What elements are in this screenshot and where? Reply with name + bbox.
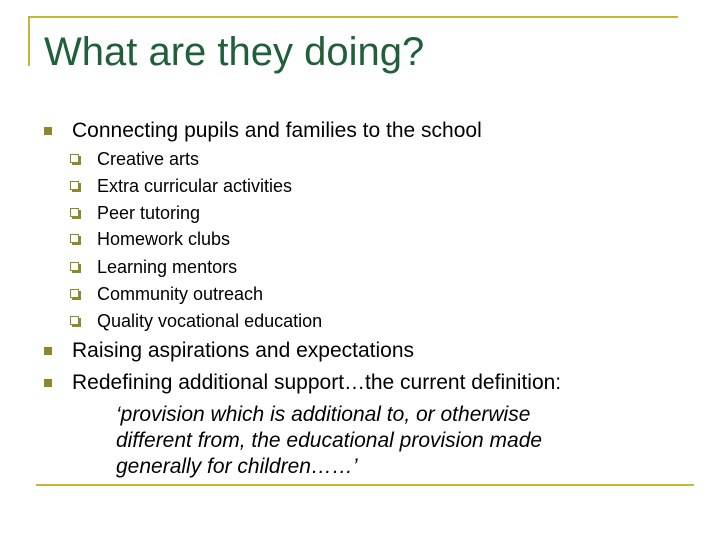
subitem-text: Creative arts (97, 149, 200, 169)
subitem-text: Community outreach (97, 284, 264, 304)
subitem-text: Peer tutoring (97, 203, 201, 223)
square-bullet-icon (44, 379, 52, 387)
frame-bottom-rule (36, 484, 694, 486)
square-bullet-icon (44, 127, 52, 135)
quote-line: generally for children……’ (116, 455, 358, 478)
square-bullet-icon (44, 347, 52, 355)
subitem-text: Extra curricular activities (97, 176, 293, 196)
checkbox-bullet-icon (70, 234, 79, 243)
definition-quote (116, 402, 542, 480)
bullet-2-text: Raising aspirations and expectations (72, 339, 415, 362)
checkbox-bullet-icon (70, 181, 79, 190)
quote-line: ‘provision which is additional to, or otherwise (116, 403, 531, 426)
frame-left-rule (28, 16, 30, 66)
bullet-3-text: Redefining additional support…the current definition: (72, 371, 562, 394)
subitem-text: Quality vocational education (97, 311, 323, 331)
checkbox-bullet-icon (70, 289, 79, 298)
checkbox-bullet-icon (70, 316, 79, 325)
checkbox-bullet-icon (70, 154, 79, 163)
frame-top-rule (28, 16, 678, 18)
quote-line: different from, the educational provision made (116, 429, 543, 452)
subitem-text: Homework clubs (97, 229, 231, 249)
slide-title: What are they doing? (44, 30, 425, 74)
checkbox-bullet-icon (70, 208, 79, 217)
checkbox-bullet-icon (70, 262, 79, 271)
bullet-1-text: Connecting pupils and families to the school (72, 119, 482, 142)
subitem-text: Learning mentors (97, 257, 238, 277)
